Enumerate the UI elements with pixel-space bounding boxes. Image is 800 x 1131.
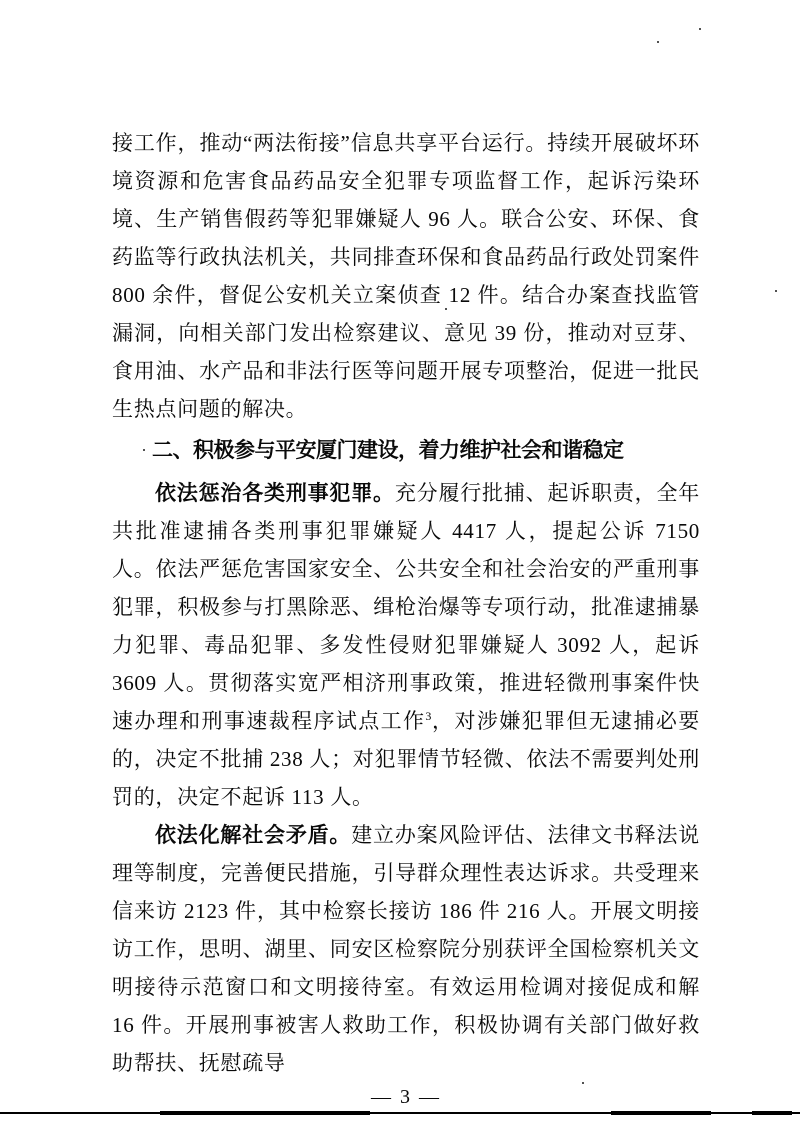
paragraph-text: 充分履行批捕、起诉职责，全年共批准逮捕各类刑事犯罪嫌疑人 4417 人，提起公诉 7150 人。依法严惩危害国家安全、公共安全和社会治安的严重刑事犯罪，积极参与打黑除恶、缉枪治爆等专项行动，批准逮捕暴力犯罪、毒品犯罪、多发性侵财犯罪嫌疑人 3092 人，起诉 3609 人。贯彻落实宽严相济刑事政策，推进轻微刑事案件快速办理和刑事速裁程序试点工作 xyxy=(112,481,700,733)
scan-speck xyxy=(582,1082,584,1084)
paragraph-lead: 依法惩治各类刑事犯罪。 xyxy=(155,481,395,505)
scan-speck xyxy=(699,28,701,30)
scan-bottom-edge-line xyxy=(0,1111,800,1115)
scan-speck xyxy=(143,449,145,451)
paragraph-social-mediation xyxy=(112,816,700,1082)
paragraph-criminal-punishment xyxy=(112,474,700,816)
footnote-reference: 3 xyxy=(425,709,432,723)
scan-speck xyxy=(775,290,777,292)
paragraph-text: 接工作，推动“两法衔接”信息共享平台运行。持续开展破坏环境资源和危害食品药品安全犯罪专项监督工作，起诉污染环境、生产销售假药等犯罪嫌疑人 96 人。联合公安、环保、食药监等行政执法机关，共同排查环保和食品药品行政处罚案件 800 余件，督促公安机关立案侦查 12 件。结合办案查找监管漏洞，向相关部门发出检察建议、意见 39 份，推动对豆芽、食用油、水产品和非法行医等问题开展专项整治，促进一批民生热点问题的解决。 xyxy=(112,131,700,421)
paragraph-lead: 依法化解社会矛盾。 xyxy=(155,823,352,847)
page-number: — 3 — xyxy=(371,1086,441,1108)
scan-speck xyxy=(657,41,659,43)
paragraph-text: ，对涉嫌犯罪但无逮捕必要的，决定不批捕 238 人；对犯罪情节轻微、依法不需要判处刑罚的，决定不起诉 113 人。 xyxy=(112,709,700,809)
paragraph-text: 建立办案风险评估、法律文书释法说理等制度，完善便民措施，引导群众理性表达诉求。共受理来信来访 2123 件，其中检察长接访 186 件 216 人。开展文明接访工作，思明、湖里、同安区检察院分别获评全国检察机关文明接待示范窗口和文明接待室。有效运用检调对接促成和解 16 件。开展刑事被害人救助工作，积极协调有关部门做好救助帮扶、抚慰疏导 xyxy=(112,823,700,1075)
paragraph-environment-food-safety xyxy=(112,124,700,428)
section-2-heading: 二、积极参与平安厦门建设，着力维护社会和谐稳定 xyxy=(152,439,624,462)
scan-speck xyxy=(445,308,447,310)
